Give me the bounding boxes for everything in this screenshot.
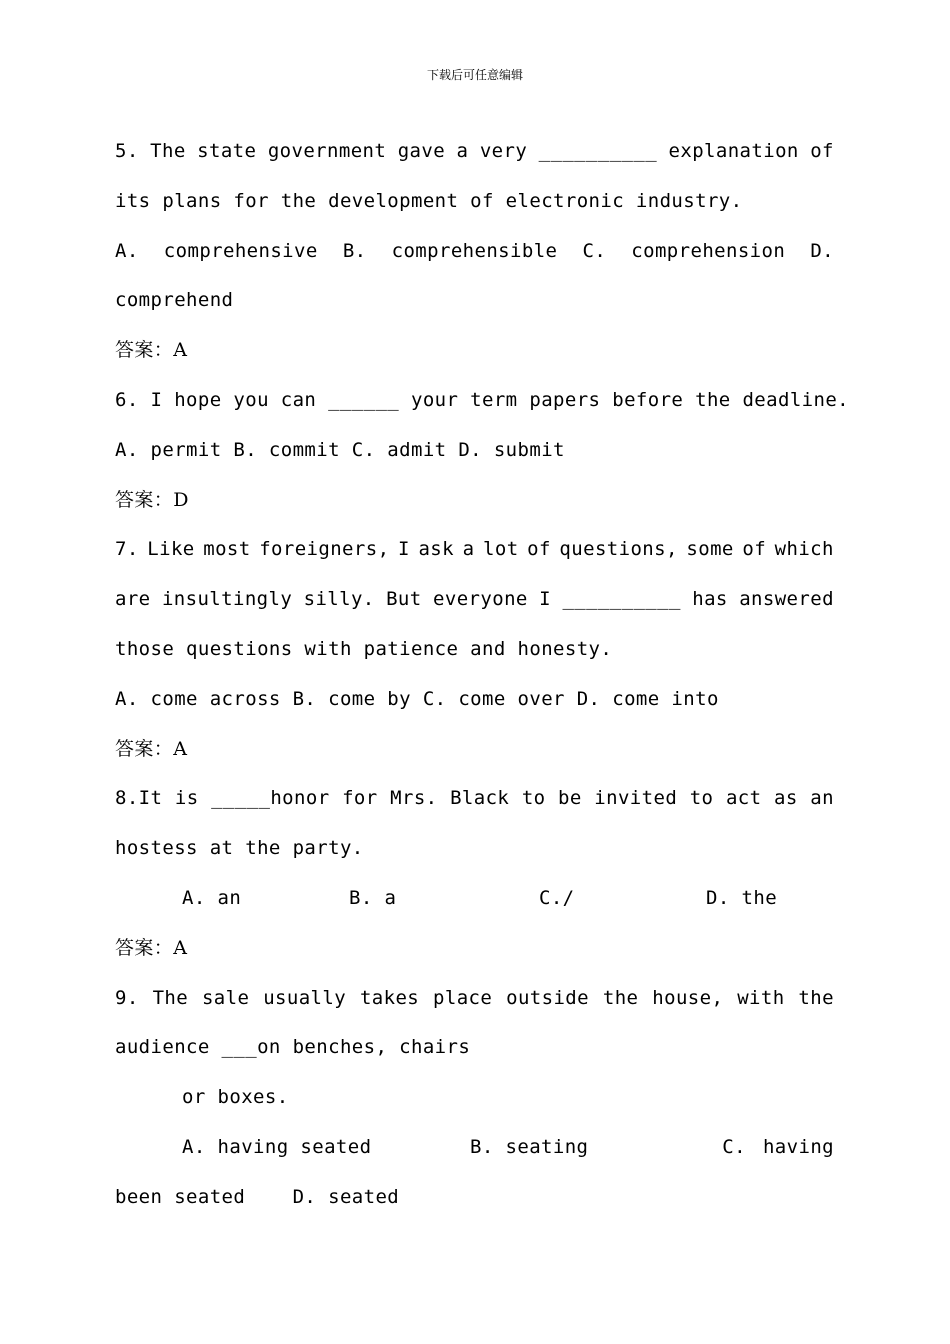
word: Black <box>450 787 510 810</box>
word: of <box>810 140 834 162</box>
document-body <box>115 127 850 1223</box>
q7-line-3: those questions with patience and honesty. <box>115 637 613 660</box>
q7-options: A. come across B. come by C. come over D. come into <box>115 687 719 710</box>
word: to <box>689 787 714 810</box>
word: invited <box>594 787 678 810</box>
q8-line-1 <box>115 774 834 824</box>
q5-options-line-2: comprehend <box>115 289 234 312</box>
word: 5. <box>115 140 139 162</box>
option-d: D. the <box>706 886 778 909</box>
q9-options-row <box>115 1123 834 1173</box>
option-letter: D. <box>810 239 834 262</box>
word: lot <box>483 538 519 561</box>
word: house, <box>652 986 724 1009</box>
word: 7. <box>115 538 139 561</box>
q6-stem: 6. I hope you can ______ your term papers before the deadline. <box>115 388 850 411</box>
q9-line-1 <box>115 974 834 1024</box>
word: 8.It <box>115 787 163 810</box>
q8-line-2: hostess at the party. <box>115 837 364 860</box>
q9-options-tail: been seated D. seated <box>115 1185 400 1208</box>
word: for <box>342 787 378 810</box>
q5-line-2: its plans for the development of electronic industry. <box>115 189 743 212</box>
word: with <box>737 986 785 1009</box>
q6-options: A. permit B. commit C. admit D. submit <box>115 438 565 461</box>
word: ask <box>418 538 454 561</box>
option-c-letter: C. <box>722 1135 746 1158</box>
option-b: B. a <box>349 886 397 909</box>
word: a <box>462 538 475 561</box>
page-header: 下载后可任意编辑 <box>426 68 523 82</box>
word: insultingly <box>161 588 293 611</box>
option-text: comprehensible <box>391 239 558 262</box>
option-c-text: having <box>762 1135 835 1158</box>
q5-answer: 答案：A <box>115 339 188 362</box>
word: Like <box>147 538 195 561</box>
word: the <box>798 986 834 1009</box>
word: a <box>456 140 469 162</box>
answer-blank: __________ <box>538 140 658 162</box>
word: answered <box>739 588 834 611</box>
word: silly. <box>303 588 375 611</box>
q9-line-2: audience ___on benches, chairs <box>115 1036 471 1059</box>
q7-answer: 答案：A <box>115 737 188 760</box>
word: The <box>152 986 189 1009</box>
word: everyone <box>433 588 528 611</box>
word: of <box>742 538 767 561</box>
word: 9. <box>115 986 139 1009</box>
word: state <box>197 140 257 162</box>
word: has <box>692 588 728 611</box>
option-a: A. having seated <box>182 1135 372 1158</box>
option-letter: C. <box>582 239 607 262</box>
word: very <box>479 140 528 162</box>
word: I <box>398 538 410 561</box>
word: to <box>521 787 546 810</box>
q8-answer: 答案：A <box>115 936 188 959</box>
option-b: B. seating <box>470 1135 589 1158</box>
option-letter: B. <box>342 239 367 262</box>
word: usually <box>263 986 347 1009</box>
word: act <box>725 787 762 810</box>
word: of <box>527 538 551 561</box>
q5-options-line-1 <box>115 227 834 277</box>
q9-line-3: or boxes. <box>182 1086 289 1109</box>
word: most <box>203 538 251 561</box>
q8-options <box>115 874 834 924</box>
option-a: A. an <box>182 886 242 909</box>
word: which <box>774 538 834 561</box>
word: be <box>558 787 582 810</box>
option-letter: A. <box>115 239 139 262</box>
word: takes <box>359 986 420 1009</box>
word: I <box>539 588 552 611</box>
q7-line-1 <box>115 525 834 575</box>
word: Mrs. <box>390 787 438 810</box>
q6-answer: 答案：D <box>115 488 189 511</box>
word: outside <box>506 986 589 1009</box>
word: gave <box>397 140 446 162</box>
word: questions, <box>559 538 678 561</box>
word: explanation <box>668 140 799 162</box>
option-c: C./ <box>539 886 575 909</box>
option-text: comprehensive <box>163 239 318 262</box>
word: But <box>386 588 422 611</box>
q5-line-1 <box>115 127 834 177</box>
word: an <box>810 787 834 810</box>
word: government <box>267 140 387 162</box>
word: _____honor <box>211 787 330 810</box>
word: sale <box>201 986 250 1009</box>
word: the <box>602 986 639 1009</box>
word: as <box>774 787 798 810</box>
word: is <box>174 787 199 810</box>
option-text: comprehension <box>631 239 786 262</box>
word: The <box>150 140 186 162</box>
word: place <box>433 986 493 1009</box>
word: some <box>686 538 734 561</box>
word: are <box>115 588 151 611</box>
q7-line-2 <box>115 575 834 625</box>
word: foreigners, <box>259 538 390 561</box>
answer-blank: __________ <box>562 588 681 611</box>
